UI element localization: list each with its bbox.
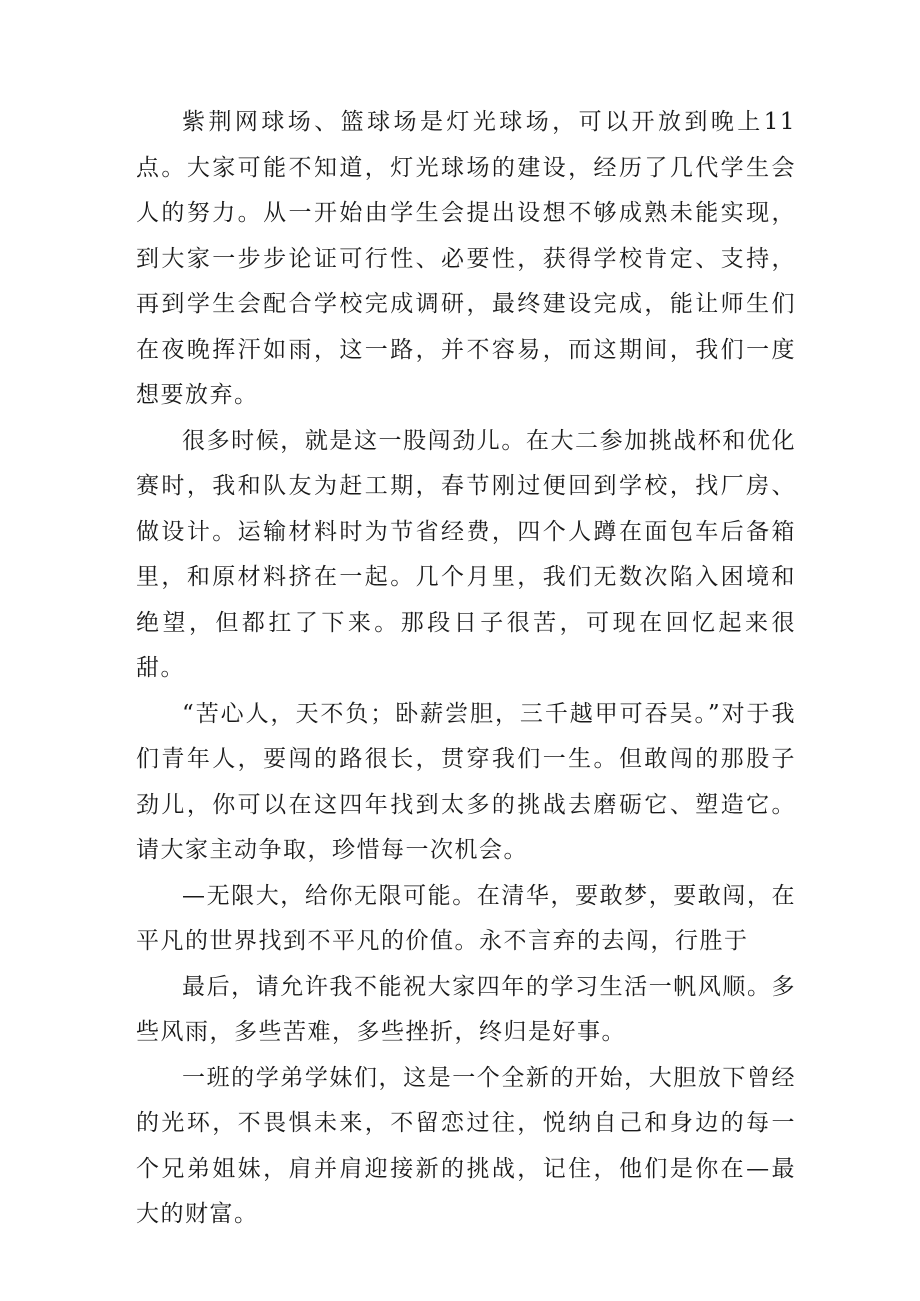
paragraph-5: 最后，请允许我不能祝大家四年的学习生活一帆风顺。多些风雨，多些苦难，多些挫折，终归是好事。 [136, 973, 796, 1045]
paragraph-1: 紫荆网球场、篮球场是灯光球场，可以开放到晚上11点。大家可能不知道，灯光球场的建设，经历了几代学生会人的努力。从一开始由学生会提出设想不够成熟未能实现，到大家一步步论证可行性、必要性，获得学校肯定、支持，再到学生会配合学校完成调研，最终建设完成，能让师生们在夜晚挥汗如雨，这一路，并不容易，而这期间，我们一度想要放弃。 [136, 109, 796, 408]
paragraph-2: 很多时候，就是这一股闯劲儿。在大二参加挑战杯和优化赛时，我和队友为赶工期，春节刚过便回到学校，找厂房、做设计。运输材料时为节省经费，四个人蹲在面包车后备箱里，和原材料挤在一起。几个月里，我们无数次陷入困境和绝望，但都扛了下来。那段日子很苦，可现在回忆起来很甜。 [136, 427, 796, 681]
paragraph-4: —无限大，给你无限可能。在清华，要敢梦，要敢闯，在平凡的世界找到不平凡的价值。永不言弃的去闯，行胜于 [136, 882, 796, 954]
document-body [136, 100, 796, 1238]
paragraph-6: 一班的学弟学妹们，这是一个全新的开始，大胆放下曾经的光环，不畏惧未来，不留恋过往，悦纳自己和身边的每一个兄弟姐妹，肩并肩迎接新的挑战，记住，他们是你在—最大的财富。 [136, 1064, 796, 1227]
paragraph-3: “苦心人，天不负；卧薪尝胆，三千越甲可吞吴。”对于我们青年人，要闯的路很长，贯穿我们一生。但敢闯的那股子劲儿，你可以在这四年找到太多的挑战去磨砺它、塑造它。请大家主动争取，珍惜每一次机会。 [136, 700, 796, 863]
